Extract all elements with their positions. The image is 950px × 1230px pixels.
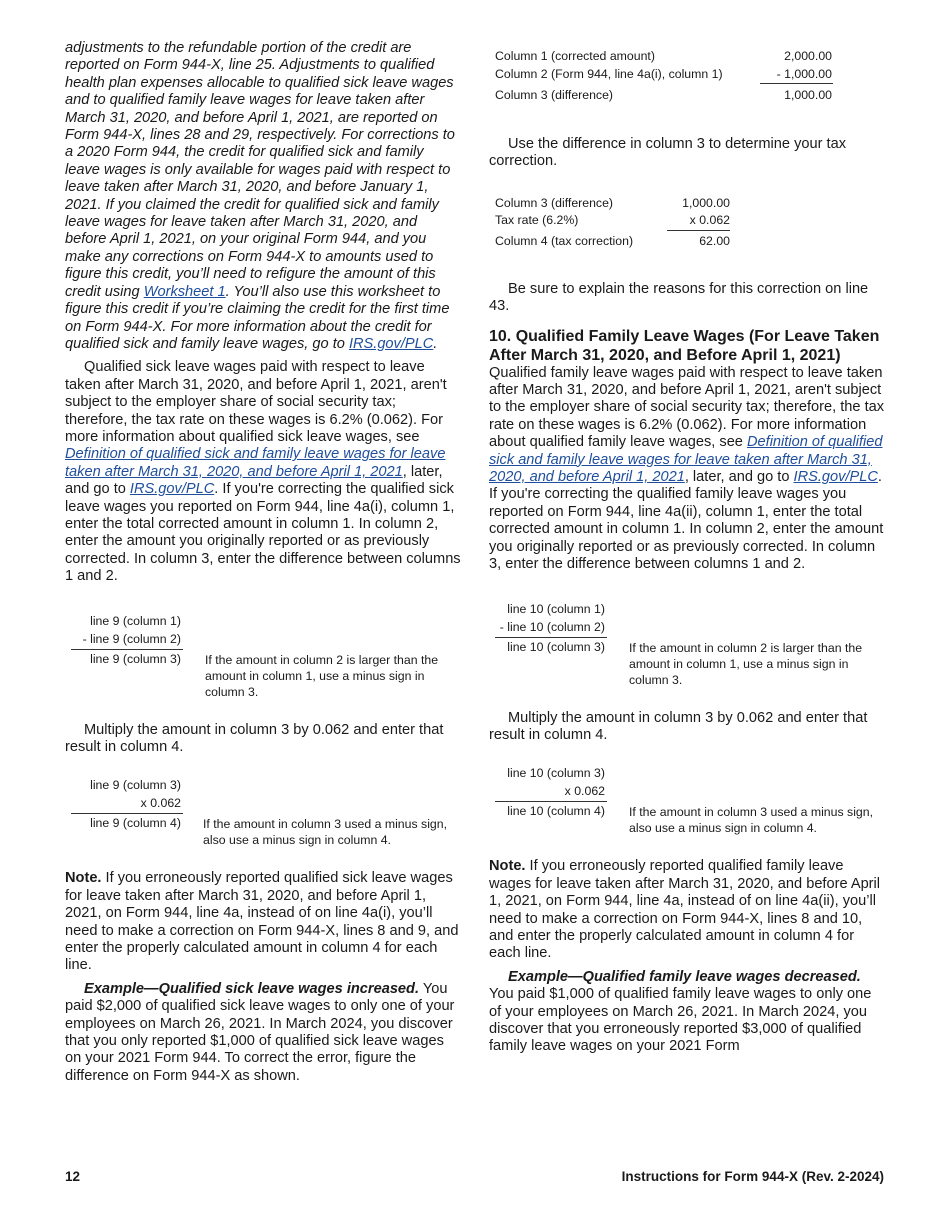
- calc-row1-label: Column 1 (corrected amount): [495, 49, 655, 63]
- paragraph-credit-adjustments: adjustments to the refundable portion of the credit are reported on Form 944-X, line 25. Adjustments to qualified health plan expenses allocable to qualified sick leave wages and to qualified family leave wages for leave taken after March 31, 2020, and before April 1, 2021, are reported on Form 944-X, lines 28 and 29, respectively. For corrections to a 2020 Form 944, the credit for qualified sick and family leave wages is only available for wages paid with respect to leave taken after March 31, 2020, and before January 1, 2021. If you claimed the credit for qualified sick and family leave wages for leave taken after March 31, 2020, and before April 1, 2021, on your original Form 944, and you make any corrections on Form 944-X to amounts used to figure this credit, you’ll need to refigure the amount of this credit using Worksheet 1. You’ll also use this worksheet to figure this credit if you’re claiming the credit for the first time on Form 944-X. For more information about the credit for qualified sick and family leave wages, go to IRS.gov/PLC.: [65, 40, 455, 352]
- ws-line-1: line 10 (column 3): [507, 766, 605, 781]
- line10-col4-worksheet: [489, 758, 886, 842]
- note-label: Note.: [65, 870, 102, 887]
- sick-leave-calculation: [489, 48, 886, 110]
- ws-note: If the amount in column 3 used a minus sign, also use a minus sign in column 4.: [629, 805, 874, 836]
- left-column: [65, 40, 462, 1085]
- ws-rule: [71, 813, 183, 814]
- ws-line-1: line 9 (column 1): [90, 613, 181, 628]
- ws-line-3: line 10 (column 4): [507, 804, 605, 819]
- calc-row3-label: Column 3 (difference): [495, 88, 614, 102]
- calc-row3-label: Column 4 (tax correction): [495, 233, 634, 248]
- calc-rule: [667, 230, 730, 231]
- paragraph-family-leave-wages: Qualified family leave wages paid with respect to leave taken after March 31, 2020, and before April 1, 2021, aren't subject to the employer share of social security tax; therefore, the tax rate on these wages is 6.2% (0.062). For more information about qualified family leave wages, see Definition of qualified sick and family leave wages for leave taken after March 31, 2020, and before April 1, 2021, later, and go to IRS.gov/PLC. If you're correcting the qualified family leave wages you reported on Form 944, line 4a(ii), column 1, enter the total corrected amount in column 1. In column 2, enter the amount you originally reported or as previously corrected. In column 3, enter the difference between columns 1 and 2.: [489, 364, 885, 573]
- calc-row1-label: Column 3 (difference): [495, 195, 614, 210]
- note-paragraph: Note. If you erroneously reported qualified sick leave wages for leave taken after March 31, 2020, and before April 1, 2021, on Form 944, line 4a, instead of on line 4a(i), you’ll need to make a correction on Form 944-X, lines 8 and 9, and enter the properly calculated amount in column 4 for each line.: [65, 870, 459, 974]
- calc-row1-value: 2,000.00: [784, 49, 832, 63]
- ws-line-3: line 10 (column 3): [507, 639, 605, 654]
- ws-rule: [71, 649, 183, 650]
- irs-plc-link[interactable]: IRS.gov/PLC: [348, 335, 434, 352]
- calc-row3-value: 62.00: [699, 233, 730, 248]
- calc-row3-value: 1,000.00: [784, 88, 832, 102]
- irs-plc-link[interactable]: IRS.gov/PLC: [129, 481, 215, 498]
- ws-rule: [495, 637, 607, 638]
- ws-line-2: x 0.062: [140, 796, 181, 811]
- definition-link[interactable]: Definition of qualified sick and family leave wages for leave taken after March 31, 2020, and before April 1, 2021: [489, 434, 883, 486]
- document-title: Instructions for Form 944-X (Rev. 2-2024): [621, 1169, 884, 1184]
- ws-line-2: - line 10 (column 2): [499, 619, 605, 634]
- right-column: [489, 48, 886, 1056]
- ws-line-1: line 9 (column 3): [90, 778, 181, 793]
- irs-plc-link[interactable]: IRS.gov/PLC: [793, 469, 878, 486]
- tax-correction-calculation: [489, 193, 886, 253]
- ws-line-2: x 0.062: [564, 784, 605, 799]
- calc-row1-value: 1,000.00: [682, 195, 730, 210]
- example-title: Example—Qualified sick leave wages increased.: [84, 980, 420, 997]
- definition-link[interactable]: Definition of qualified sick and family leave wages for leave taken after March 31, 2020, and before April 1, 2021: [65, 446, 446, 480]
- ws-line-3: line 9 (column 4): [90, 816, 181, 831]
- calc-row2-label: Tax rate (6.2%): [495, 212, 579, 227]
- paragraph-explain: Be sure to explain the reasons for this correction on line 43.: [489, 280, 869, 315]
- worksheet-1-link[interactable]: Worksheet 1: [143, 283, 226, 300]
- example-paragraph: Example—Qualified sick leave wages increased. You paid $2,000 of qualified sick leave wages to only one of your employees on March 26, 2021. In March 2024, you discover that you only reported $1,000 of qualified sick leave wages on your 2021 Form 944. To correct the error, figure the difference on Form 944-X as shown.: [65, 980, 455, 1084]
- line9-worksheet: [65, 606, 462, 706]
- ws-line-3: line 9 (column 3): [90, 651, 181, 666]
- paragraph-multiply: Multiply the amount in column 3 by 0.062 and enter that result in column 4.: [489, 709, 868, 743]
- ws-note: If the amount in column 2 is larger than the amount in column 1, use a minus sign in column 3.: [205, 652, 439, 699]
- note-paragraph: Note. If you erroneously reported qualified family leave wages for leave taken after March 31, 2020, and before April 1, 2021, on Form 944, line 4a, instead of on line 4a(ii), you’ll need to make a correction on Form 944-X, lines 8 and 10, and enter the properly calculated amount in column 4 for each line.: [489, 858, 881, 962]
- note-label: Note.: [489, 858, 526, 875]
- calc-row2-value: - 1,000.00: [776, 67, 832, 81]
- ws-rule: [495, 801, 607, 802]
- paragraph-use-difference: Use the difference in column 3 to determine your tax correction.: [489, 136, 847, 170]
- example-paragraph: Example—Qualified family leave wages decreased. You paid $1,000 of qualified family leave wages to only one of your employees on March 26, 2021. In March 2024, you discover that you erroneously reported $3,000 of qualified family leave wages on your 2021 Form: [489, 968, 872, 1055]
- ws-note: If the amount in column 3 used a minus sign, also use a minus sign in column 4.: [203, 817, 448, 848]
- calc-row2-value: x 0.062: [689, 212, 730, 227]
- ws-line-2: - line 9 (column 2): [82, 631, 181, 646]
- line9-col4-worksheet: [65, 770, 462, 854]
- calc-row2-label: Column 2 (Form 944, line 4a(i), column 1): [495, 67, 723, 81]
- paragraph-multiply: Multiply the amount in column 3 by 0.062 and enter that result in column 4.: [65, 721, 444, 755]
- section-heading-10: 10. Qualified Family Leave Wages (For Leave Taken After March 31, 2020, and Before April 1, 2021): [489, 327, 880, 364]
- page-number: 12: [65, 1169, 81, 1184]
- ws-note: If the amount in column 2 is larger than the amount in column 1, use a minus sign in column 3.: [629, 640, 863, 687]
- ws-line-1: line 10 (column 1): [507, 601, 605, 616]
- line10-worksheet: [489, 594, 886, 694]
- calc-rule: [760, 83, 833, 84]
- paragraph-sick-leave-wages: Qualified sick leave wages paid with respect to leave taken after March 31, 2020, and before April 1, 2021, aren't subject to the employer share of social security tax; therefore, the tax rate on these wages is 6.2% (0.062). For more information about qualified sick leave wages, see Definition of qualified sick and family leave wages for leave taken after March 31, 2020, and before April 1, 2021, later, and go to IRS.gov/PLC. If you're correcting the qualified sick leave wages you reported on Form 944, line 4a(i), column 1, enter the total corrected amount in column 1. In column 2, enter the amount you originally reported or as previously corrected. In column 3, enter the difference between columns 1 and 2.: [65, 359, 461, 585]
- example-title: Example—Qualified family leave wages decreased.: [508, 968, 861, 985]
